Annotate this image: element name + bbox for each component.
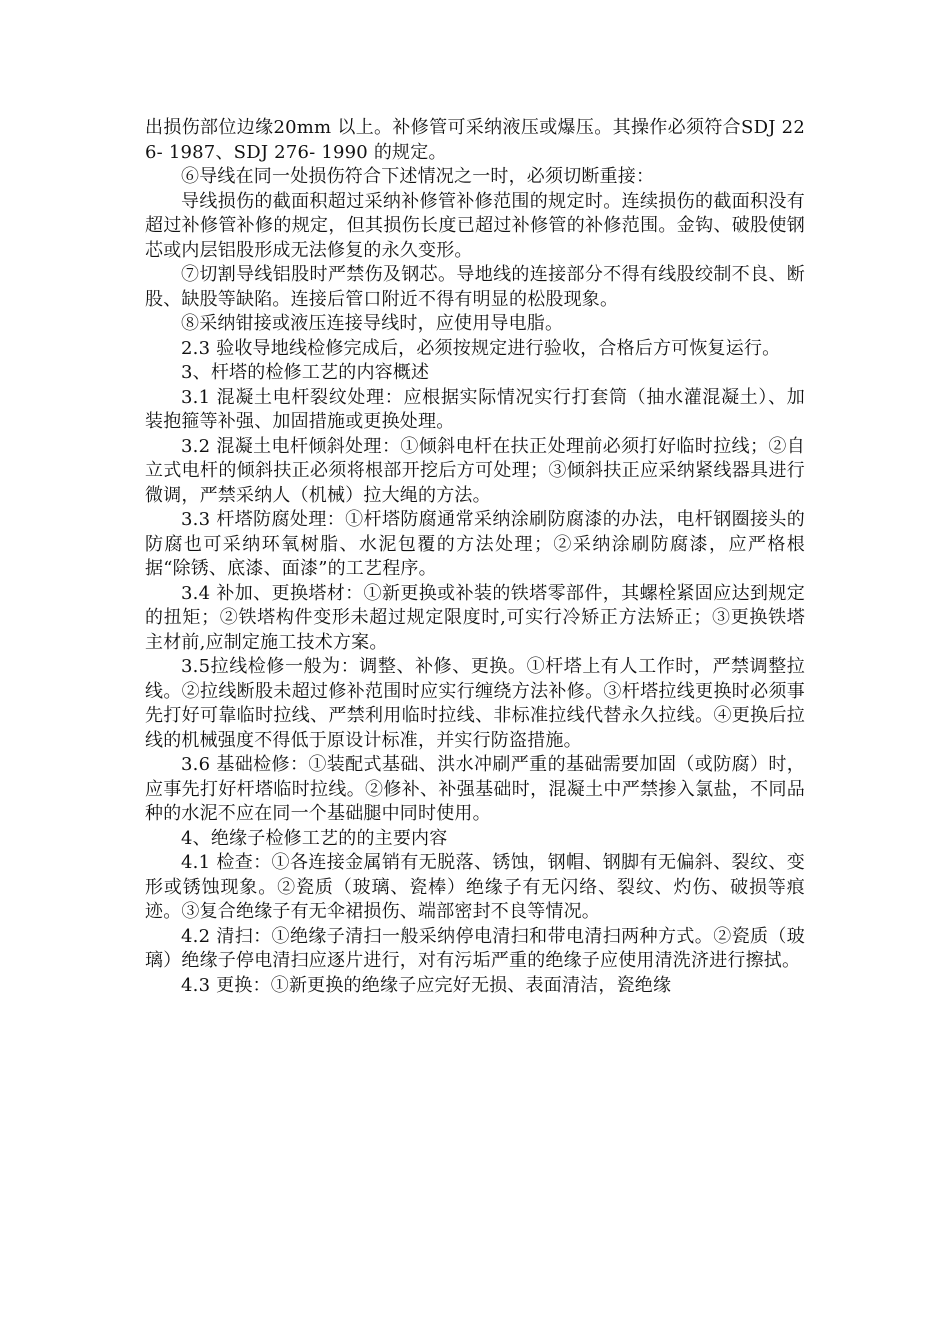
paragraph-3-1: 3.1 混凝土电杆裂纹处理：应根据实际情况实行打套筒（抽水灌混凝土）、加装抱箍等补强、加固措施或更换处理。 [145,386,805,432]
paragraph-4-1: 4.1 检查：①各连接金属销有无脱落、锈蚀，钢帽、钢脚有无偏斜、裂纹、变形或锈蚀现象。②瓷质（玻璃、瓷棒）绝缘子有无闪络、裂纹、灼伤、破损等痕迹。③复合绝缘子有无伞裙损伤、端部密封不良等情况。 [145,852,805,922]
paragraph-4-3: 4.3 更换：①新更换的绝缘子应完好无损、表面清洁，瓷绝缘 [181,974,672,996]
paragraph-2: ⑥导线在同一处损伤符合下述情况之一时，必须切断重接： [181,166,655,187]
document-page [145,116,805,998]
paragraph-3: 导线损伤的截面积超过采纳补修管补修范围的规定时。连续损伤的截面积没有超过补修管补修的规定，但其损伤长度已超过补修管的补修范围。金钩、破股使钢芯或内层铝股形成无法修复的永久变形。 [145,190,805,261]
paragraph-3-4: 3.4 补加、更换塔材：①新更换或补装的铁塔零部件，其螺栓紧固应达到规定的扭矩；②铁塔构件变形未超过规定限度时,可实行冷矫正方法矫正；③更换铁塔主材前,应制定施工技术方案。 [145,582,805,653]
paragraph-3-2: 3.2 混凝土电杆倾斜处理：①倾斜电杆在扶正处理前必须打好临时拉线；②自立式电杆的倾斜扶正必须将根部开挖后方可处理；③倾斜扶正应采纳紧线器具进行微调，严禁采纳人（机械）拉大绳的方法。 [145,435,805,506]
section-heading-3: 3、杆塔的检修工艺的内容概述 [181,362,430,383]
paragraph-5: ⑧采纳钳接或液压连接导线时，应使用导电脂。 [181,313,564,334]
section-heading-4: 4、绝缘子检修工艺的的主要内容 [181,827,448,849]
paragraph-1: 出损伤部位边缘20mm 以上。补修管可采纳液压或爆压。其操作必须符合SDJ 226- 1987、SDJ 276- 1990 的规定。 [145,117,805,163]
paragraph-6: 2.3 验收导地线检修完成后，必须按规定进行验收，合格后方可恢复运行。 [181,337,781,359]
paragraph-4: ⑦切割导线铝股时严禁伤及钢芯。导地线的连接部分不得有线股绞制不良、断股、缺股等缺陷。连接后管口附近不得有明显的松股现象。 [145,264,805,310]
paragraph-4-2: 4.2 清扫：①绝缘子清扫一般采纳停电清扫和带电清扫两种方式。②瓷质（玻璃）绝缘子停电清扫应逐片进行，对有污垢严重的绝缘子应使用清洗济进行擦拭。 [145,925,805,971]
paragraph-3-6: 3.6 基础检修：①装配式基础、洪水冲刷严重的基础需要加固（或防腐）时，应事先打好杆塔临时拉线。②修补、补强基础时，混凝土中严禁掺入氯盐，不同品种的水泥不应在同一个基础腿中同时使用。 [145,754,805,824]
paragraph-3-3: 3.3 杆塔防腐处理：①杆塔防腐通常采纳涂刷防腐漆的办法，电杆钢圈接头的防腐也可采纳环氧树脂、水泥包覆的方法处理；②采纳涂刷防腐漆，应严格根据“除锈、底漆、面漆”的工艺程序。 [145,509,805,579]
paragraph-3-5: 3.5拉线检修一般为：调整、补修、更换。①杆塔上有人工作时，严禁调整拉线。②拉线断股未超过修补范围时应实行缠绕方法补修。③杆塔拉线更换时必须事先打好可靠临时拉线、严禁利用临时拉线、非标准拉线代替永久拉线。④更换后拉线的机械强度不得低于原设计标准，并实行防盗措施。 [145,656,805,751]
